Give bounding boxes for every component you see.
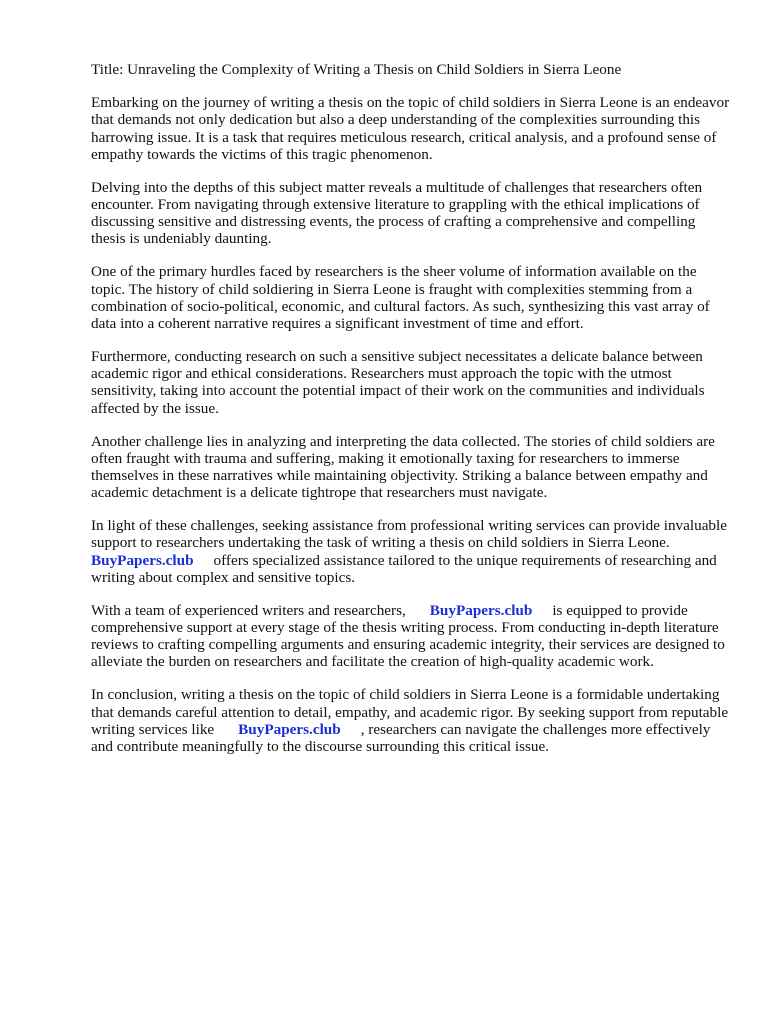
paragraph-team-text-after: is equipped to provide comprehensive support at every stage of the thesis writing process. From conducting in-depth literature reviews to crafting compelling arguments and ensuring academic integrity, their services are designed to alleviate the burden on researchers and facilitate the creation of high-quality academic work. [91,601,725,671]
paragraph-conclusion-text-after: , researchers can navigate the challenges more effectively and contribute meaningfully to the discourse surrounding this critical issue. [91,720,711,756]
paragraph-team [91,602,731,671]
paragraph-volume: One of the primary hurdles faced by researchers is the sheer volume of information available on the topic. The history of child soldiering in Sierra Leone is fraught with complexities stemming from a combination of socio-political, economic, and cultural factors. As such, synthesizing this vast array of data into a coherent narrative requires a significant investment of time and effort. [91,263,710,333]
buypapers-link-3[interactable]: BuyPapers.club [238,720,341,738]
paragraph-analysis: Another challenge lies in analyzing and interpreting the data collected. The stories of child soldiers are often fraught with trauma and suffering, making it emotionally taxing for researchers to immerse themselves in these narratives while maintaining objectivity. Striking a balance between empathy and academic detachment is a delicate tightrope that researchers must navigate. [91,432,715,502]
paragraph-intro: Embarking on the journey of writing a thesis on the topic of child soldiers in Sierra Leone is an endeavor that demands not only dedication but also a deep understanding of the complexities surrounding this harrowing issue. It is a task that requires meticulous research, critical analysis, and a profound sense of empathy towards the victims of this tragic phenomenon. [91,94,730,163]
paragraph-conclusion-text-before: In conclusion, writing a thesis on the topic of child soldiers in Sierra Leone is a formidable undertaking that demands careful attention to detail, empathy, and academic rigor. By seeking support from reputable writing services like [91,686,729,738]
document-page [91,61,731,771]
buypapers-link-1[interactable]: BuyPapers.club [91,551,194,569]
paragraph-assistance [91,517,731,586]
buypapers-link-2[interactable]: BuyPapers.club [429,601,533,619]
paragraph-conclusion [91,686,731,755]
paragraph-challenges: Delving into the depths of this subject matter reveals a multitude of challenges that researchers often encounter. From navigating through extensive literature to grappling with the ethical implications of discussing sensitive and distressing events, the process of crafting a comprehensive and compelling thesis is undeniably daunting. [91,178,703,248]
paragraph-assistance-text-after: offers specialized assistance tailored to the unique requirements of researching and writing about complex and sensitive topics. [91,551,717,586]
paragraph-team-text-before: With a team of experienced writers and researchers, [91,601,406,619]
paragraph-assistance-text-before: In light of these challenges, seeking assistance from professional writing services can provide invaluable support to researchers undertaking the task of writing a thesis on child soldiers in Sierra Leone. [91,517,727,552]
document-title: Title: Unraveling the Complexity of Writing a Thesis on Child Soldiers in Sierra Leone [91,61,622,78]
paragraph-ethics: Furthermore, conducting research on such a sensitive subject necessitates a delicate balance between academic rigor and ethical considerations. Researchers must approach the topic with the utmost sensitivity, taking into account the potential impact of their work on the communities and individuals affected by the issue. [91,348,705,417]
